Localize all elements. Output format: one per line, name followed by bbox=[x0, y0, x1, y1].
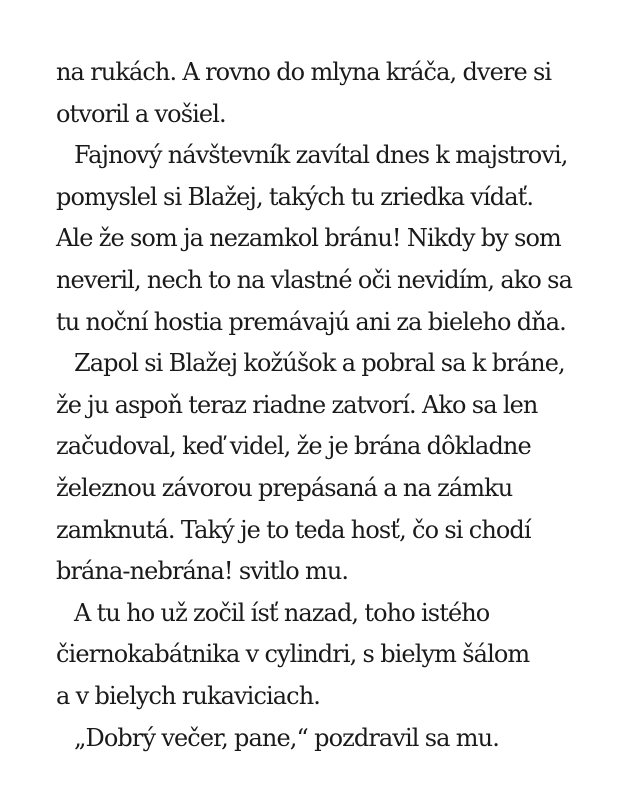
text-line: začudoval, keď videl, že je brána dôkladne bbox=[56, 432, 531, 461]
text-line: Ale že som ja nezamkol bránu! Nikdy by som bbox=[56, 224, 561, 253]
text-line: na rukách. A rovno do mlyna kráča, dvere si bbox=[56, 58, 552, 86]
text-line: brána-nebrána! svitlo mu. bbox=[56, 557, 349, 586]
text-line: pomyslel si Blažej, takých tu zriedka vídať. bbox=[56, 182, 534, 211]
text-line: A tu ho už zočil ísť nazad, toho istého bbox=[74, 598, 490, 627]
text-line: železnou závorou prepásaná a na zámku bbox=[56, 473, 513, 502]
text-line: Zapol si Blažej kožúšok a pobral sa k bráne, bbox=[74, 349, 565, 378]
text-line: Fajnový návštevník zavítal dnes k majstrovi, bbox=[74, 141, 568, 170]
text-line: čiernokabátnika v cylindri, s bielym šálom bbox=[56, 640, 530, 669]
body-text bbox=[56, 52, 616, 759]
text-line: zamknutá. Taký je to teda hosť, čo si chodí bbox=[56, 515, 531, 544]
text-line: a v bielych rukaviciach. bbox=[56, 681, 320, 710]
text-line: otvoril a vošiel. bbox=[56, 99, 226, 128]
text-line: tu noční hostia premávajú ani za bieleho dňa. bbox=[56, 307, 566, 336]
text-line: že ju aspoň teraz riadne zatvorí. Ako sa len bbox=[56, 390, 538, 419]
text-line: „Dobrý večer, pane,“ pozdravil sa mu. bbox=[74, 723, 499, 752]
text-line: neveril, nech to na vlastné oči nevidím, ako sa bbox=[56, 265, 573, 294]
